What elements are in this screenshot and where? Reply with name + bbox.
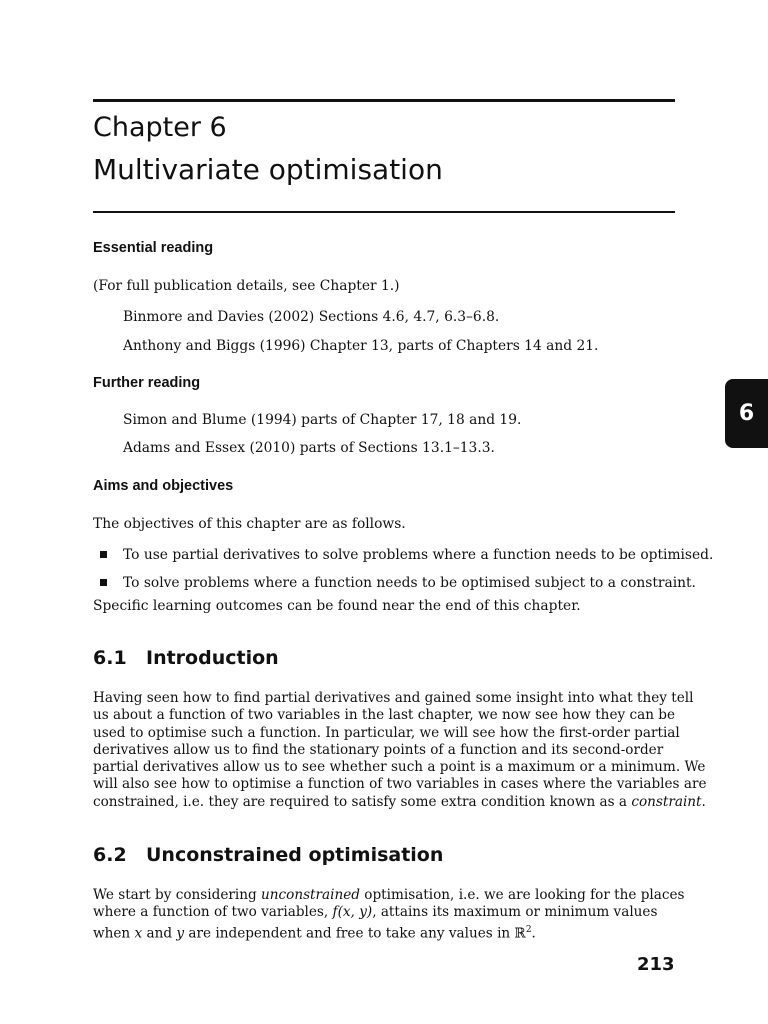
paragraph-line	[93, 887, 683, 904]
emphasis-constraint: constraint	[631, 793, 702, 810]
text-run: optimisation, i.e. we are looking for the places	[359, 887, 685, 903]
square-bullet-icon	[100, 579, 107, 586]
paragraph-line: will also see how to optimise a function of two variables in cases where the variables are	[93, 776, 707, 793]
text-run: are independent and free to take any values in	[184, 925, 515, 942]
objective-text: To solve problems where a function needs to be optimised subject to a constraint.	[123, 575, 696, 591]
aims-outro: Specific learning outcomes can be found near the end of this chapter.	[93, 598, 581, 614]
math-y: y	[176, 925, 185, 942]
unconstrained-paragraph	[93, 887, 683, 942]
paragraph-line	[93, 793, 706, 811]
text-run: where a function of two variables,	[93, 904, 333, 921]
further-reading-heading: Further reading	[93, 375, 201, 391]
math-superscript: 2	[525, 924, 532, 935]
text-run: constrained, i.e. they are required to satisfy some extra condition known as a	[93, 793, 632, 810]
emphasis-unconstrained: unconstrained	[261, 887, 360, 903]
text-run: We start by considering	[93, 887, 262, 903]
paragraph-line: Having seen how to find partial derivatives and gained some insight into what they tell	[93, 690, 694, 706]
text-run: .	[701, 793, 706, 810]
text-run: when	[93, 925, 135, 942]
page-number: 213	[637, 954, 675, 975]
math-x: x	[134, 925, 143, 942]
section-title: Unconstrained optimisation	[146, 844, 444, 866]
section-title: Introduction	[146, 647, 279, 669]
paragraph-line: used to optimise such a function. In particular, we will see how the first-order partial	[93, 724, 680, 741]
paragraph-line: partial derivatives allow us to see whether such a point is a maximum or a minimum. We	[93, 759, 706, 776]
paragraph-line: derivatives allow us to find the stationary points of a function and its second-order	[93, 741, 664, 758]
aims-intro: The objectives of this chapter are as follows.	[93, 516, 406, 532]
paragraph-line	[93, 904, 683, 921]
text-run: , attains its maximum or minimum values	[372, 904, 658, 921]
thumb-tab-number: 6	[738, 401, 755, 426]
publication-note: (For full publication details, see Chapter 1.)	[93, 278, 400, 294]
math-function: f(x, y)	[332, 904, 373, 921]
section-heading-intro	[93, 646, 279, 670]
intro-paragraph	[93, 690, 707, 811]
section-number: 6.2	[93, 844, 127, 866]
math-real-set: ℝ	[514, 925, 526, 942]
aims-heading: Aims and objectives	[93, 478, 234, 494]
text-run: .	[531, 925, 536, 942]
reference-item: Simon and Blume (1994) parts of Chapter 17, 18 and 19.	[123, 412, 522, 428]
chapter-thumb-tab	[725, 379, 768, 448]
header-rule-bottom	[93, 211, 675, 213]
objective-bullet	[100, 546, 713, 564]
objective-text: To use partial derivatives to solve problems where a function needs to be optimised.	[123, 547, 714, 563]
objective-bullet	[100, 574, 696, 592]
text-run: and	[142, 925, 177, 942]
section-number: 6.1	[93, 647, 127, 669]
square-bullet-icon	[100, 551, 107, 558]
chapter-title: Multivariate optimisation	[93, 153, 443, 186]
section-heading-unconstrained	[93, 843, 443, 867]
reference-item: Anthony and Biggs (1996) Chapter 13, parts of Chapters 14 and 21.	[123, 338, 599, 354]
essential-reading-heading: Essential reading	[93, 240, 214, 256]
paragraph-line	[93, 922, 683, 943]
paragraph-line: us about a function of two variables in the last chapter, we now see how they can be	[93, 707, 676, 724]
reference-item: Binmore and Davies (2002) Sections 4.6, 4.7, 6.3–6.8.	[123, 309, 500, 325]
chapter-label: Chapter 6	[93, 112, 227, 143]
header-rule-top	[93, 99, 675, 102]
reference-item: Adams and Essex (2010) parts of Sections 13.1–13.3.	[123, 440, 495, 456]
